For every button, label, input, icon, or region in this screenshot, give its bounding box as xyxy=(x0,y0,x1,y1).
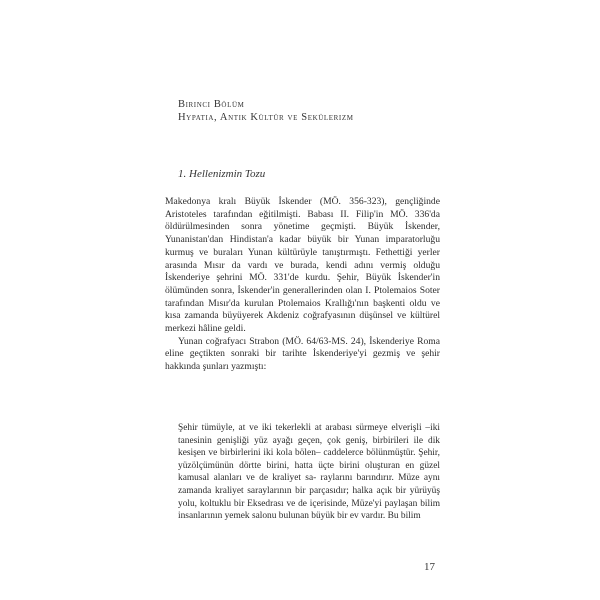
chapter-title: Hypatia, Antik Kültür ve Sekülerizm xyxy=(178,112,354,123)
body-text xyxy=(165,196,440,374)
section-title: 1. Hellenizmin Tozu xyxy=(178,168,266,180)
chapter-label: Birinci Bölüm xyxy=(178,99,245,110)
quote-text: Şehir tümüyle, at ve iki tekerlekli at arabası sürmeye elverişli –iki tanesinin genişliği yüz ayağı geçen, çok geniş, birbirileri ile dik kesişen ve birbirlerini iki kola bölen– caddelerce bölünmüştür. Şehir, yüzölçümünün dörtte birini, hatta üçte birini oluşturan en güzel kamusal alanları ve de kraliyet sa- raylarını barındırır. Müze aynı zamanda kraliyet saraylarının bir parçasıdır; halka açık bir yürüyüş yolu, koltuklu bir Eksedrası ve de içerisinde, Müze'yi paylaşan bilim insanlarının yemek salonu bulunan büyük bir ev vardır. Bu bilim xyxy=(178,423,440,522)
paragraph: Yunan coğrafyacı Strabon (MÖ. 64/63-MS. 24), İskenderiye Roma eline geçtikten sonraki bir tarihte İskenderiye'yi gezmiş ve şehir hakkında şunları yazmıştı: xyxy=(165,335,440,373)
chapter-heading xyxy=(178,98,498,124)
block-quote xyxy=(178,422,440,523)
page-number: 17 xyxy=(424,561,435,573)
paragraph: Makedonya kralı Büyük İskender (MÖ. 356-323), gençliğinde Aristoteles tarafından eğitilmişti. Babası II. Filip'in MÖ. 336'da öldürülmesinden sonra yönetime geçmişti. Büyük İskender, Yunanistan'dan Hindistan'a kadar büyük bir Yunan imparatorluğu kurmuş ve buraları Yunan kültürüyle tanıştırmıştı. Fethettiği yerler arasında Mısır da vardı ve burada, kendi adını vermiş olduğu İskenderiye şehrini MÖ. 331'de kurdu. Şehir, Büyük İskender'in ölümünden sonra, İskender'in generallerinden olan I. Ptolemaios Soter tarafından Mısır'da kurulan Ptolemaios Krallığı'nın başkenti oldu ve kısa zamanda büyüyerek Akdeniz coğrafyasının düşünsel ve kültürel merkezi hâline geldi. xyxy=(165,196,440,335)
